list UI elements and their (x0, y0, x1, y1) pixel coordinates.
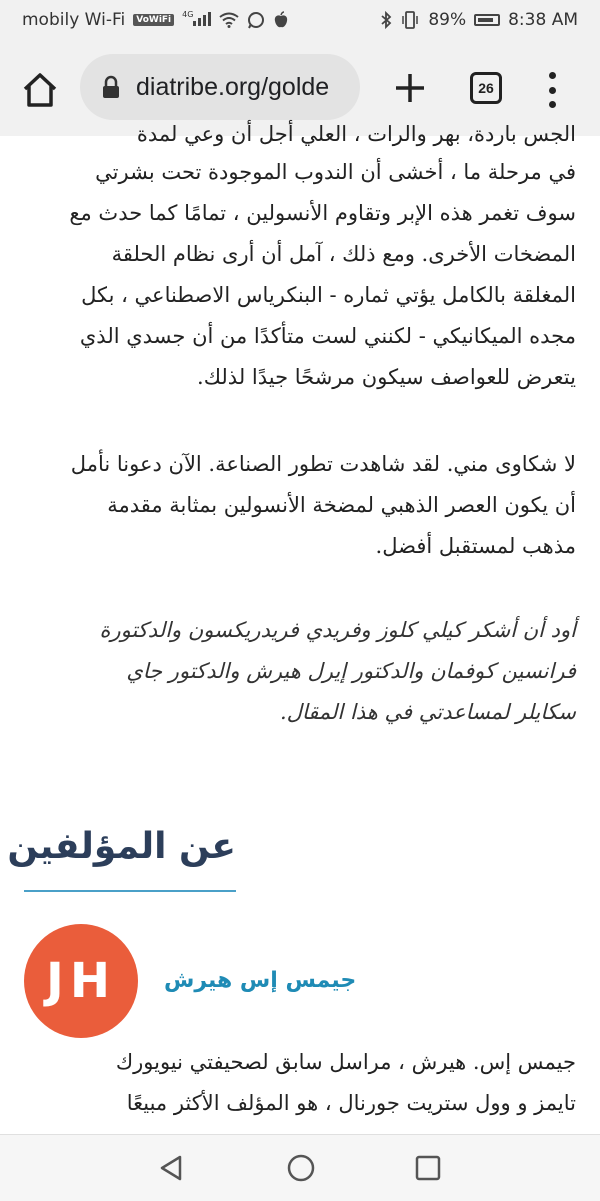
bluetooth-icon (380, 11, 392, 29)
back-icon[interactable] (156, 1153, 186, 1183)
text-line: تايمز و وول ستريت جورنال ، هو المؤلف الأكثر مبيعًا (126, 1091, 576, 1115)
vibrate-icon (400, 11, 420, 29)
article-paragraph (24, 152, 576, 398)
whatsapp-icon (247, 11, 265, 29)
signal-icon (182, 10, 211, 31)
lock-icon (102, 76, 120, 98)
partial-text-line: الجس باردة، بهر والرات ، العلي أجل أن وعي لمدة (136, 122, 576, 146)
text-line: أود أن أشكر كيلي كلوز وفريدي فريدريكسون والدكتورة (99, 618, 576, 642)
wifi-icon (219, 12, 239, 28)
status-bar (0, 0, 600, 40)
tabs-button[interactable] (470, 72, 502, 104)
home-circle-icon[interactable] (286, 1153, 316, 1183)
text-line: المغلقة بالكامل يؤتي ثماره - البنكرياس الاصطناعي ، بكل (81, 283, 576, 307)
article-content (0, 122, 600, 1134)
text-line: مجده الميكانيكي - لكنني لست متأكدًا من أن جسدي الذي (79, 324, 576, 348)
text-line: فرانسين كوفمان والدكتور إيرل هيرش والدكتور جاي (126, 659, 576, 683)
author-name-link[interactable]: جيمس إس هيرش (164, 968, 357, 993)
text-line: جيمس إس. هيرش ، مراسل سابق لصحيفتي نيويورك (115, 1050, 576, 1074)
battery-icon (474, 14, 500, 26)
text-line: المضخات الأخرى. ومع ذلك ، آمل أن أرى نظام الحلقة (111, 242, 576, 266)
network-type: 4G (182, 9, 194, 19)
avatar-initials: JH (45, 953, 117, 1009)
home-icon[interactable] (20, 70, 60, 110)
plus-icon[interactable] (392, 70, 428, 106)
text-line: سكايلر لمساعدتي في هذا المقال. (279, 700, 576, 724)
vowifi-badge: VoWiFi (133, 14, 174, 26)
text-line: في مرحلة ما ، أخشى أن الندوب الموجودة تحت بشرتي (95, 160, 576, 184)
tab-count: 26 (478, 80, 494, 96)
author-avatar[interactable] (24, 924, 138, 1038)
authors-heading: عن المؤلفين (7, 826, 236, 867)
apple-icon (273, 11, 289, 29)
address-bar[interactable] (80, 54, 360, 120)
text-line: سوف تغمر هذه الإبر وتقاوم الأنسولين ، تمامًا كما حدث مع (69, 201, 576, 225)
more-icon[interactable] (540, 70, 564, 110)
system-nav-bar (0, 1134, 600, 1201)
acknowledgement-paragraph (24, 610, 576, 733)
clock: 8:38 AM (508, 10, 578, 30)
text-line: يتعرض للعواصف سيكون مرشحًا جيدًا لذلك. (197, 365, 576, 389)
heading-underline (24, 890, 236, 892)
recents-icon[interactable] (414, 1154, 442, 1182)
text-line: لا شكاوى مني. لقد شاهدت تطور الصناعة. الآن دعونا نأمل (70, 452, 576, 476)
author-bio (24, 1042, 576, 1124)
battery-percent: 89% (428, 10, 467, 30)
carrier-label: mobily Wi-Fi (22, 10, 126, 30)
url-text[interactable]: diatribe.org/golde (136, 73, 330, 101)
article-paragraph (24, 444, 576, 567)
text-line: مذهب لمستقبل أفضل. (375, 534, 576, 558)
status-left (22, 10, 289, 31)
text-line: أن يكون العصر الذهبي لمضخة الأنسولين بمثابة مقدمة (107, 493, 576, 517)
status-right (380, 10, 578, 30)
